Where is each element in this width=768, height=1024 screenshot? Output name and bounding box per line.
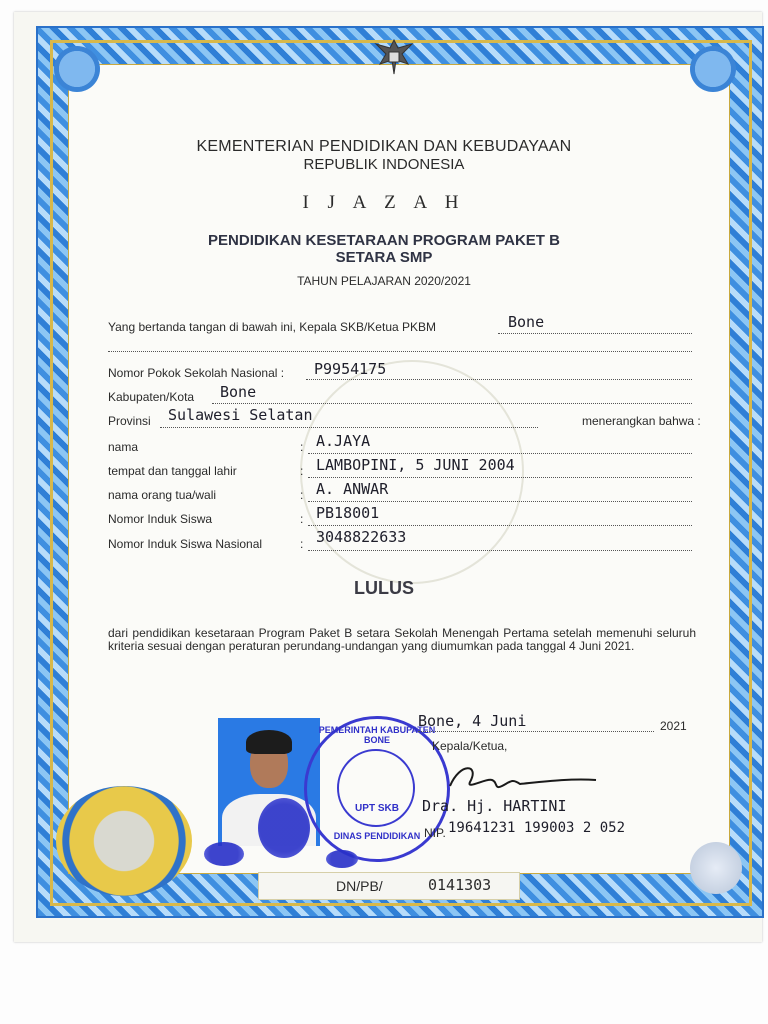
colon: : xyxy=(300,512,304,526)
colon: : xyxy=(300,440,304,454)
nis-label: Nomor Induk Siswa xyxy=(108,512,213,526)
corner-ornament-top-right xyxy=(690,46,736,92)
dotted-line xyxy=(308,477,692,478)
nis-value: PB18001 xyxy=(316,504,380,522)
ministry-title: KEMENTERIAN PENDIDIKAN DAN KEBUDAYAAN xyxy=(196,138,572,155)
dotted-line xyxy=(308,501,692,502)
stamp-bottom-text: DINAS PENDIDIKAN xyxy=(333,831,421,841)
provinsi-label: Provinsi xyxy=(108,414,151,428)
name-label: nama xyxy=(108,440,139,454)
dotted-line xyxy=(498,333,692,334)
birth-value: LAMBOPINI, 5 JUNI 2004 xyxy=(316,456,515,474)
dotted-line xyxy=(308,453,692,454)
birth-label: tempat dan tanggal lahir xyxy=(108,464,237,478)
parent-value: A. ANWAR xyxy=(316,480,389,498)
nisn-label: Nomor Induk Siswa Nasional xyxy=(108,537,263,551)
dotted-line xyxy=(308,550,692,551)
republic-title: REPUBLIK INDONESIA xyxy=(303,156,465,173)
kabupaten-label: Kabupaten/Kota xyxy=(108,390,195,404)
dotted-line xyxy=(108,351,692,352)
student-name: A.JAYA xyxy=(316,432,371,450)
garuda-emblem-icon xyxy=(368,34,420,82)
thumbprint xyxy=(326,850,358,868)
colon: : xyxy=(300,464,304,478)
serial-number: 0141303 xyxy=(428,876,492,894)
dotted-line xyxy=(418,731,654,732)
parent-label: nama orang tua/wali xyxy=(108,488,217,502)
nip-label: NIP. xyxy=(424,826,446,840)
hologram-sticker xyxy=(690,842,742,894)
colon: : xyxy=(300,488,304,502)
official-stamp xyxy=(304,716,450,862)
serial-prefix: DN/PB/ xyxy=(336,878,383,894)
provinsi-value: Sulawesi Selatan xyxy=(168,406,313,424)
colon: : xyxy=(300,537,304,551)
nip-value: 19641231 199003 2 052 xyxy=(448,820,626,836)
signature-year: 2021 xyxy=(660,719,687,733)
stamp-top-text: PEMERINTAH KABUPATEN BONE xyxy=(318,725,436,745)
signatory-name: Dra. Hj. HARTINI xyxy=(422,797,567,815)
gold-seal xyxy=(56,786,192,896)
kabupaten-value: Bone xyxy=(220,383,257,401)
corner-ornament-top-left xyxy=(54,46,100,92)
thumbprint xyxy=(204,842,244,866)
npsn-label: Nomor Pokok Sekolah Nasional : xyxy=(108,366,285,380)
dotted-line xyxy=(212,403,692,404)
result-paragraph: dari pendidikan kesetaraan Program Paket B setara Sekolah Menengah Pertama setelah memenuhi seluruh kriteria sesuai dengan peraturan perundang-undangan yang diumumkan pada tanggal 4 Juni 2021. xyxy=(108,626,696,653)
program-title-line2: SETARA SMP xyxy=(335,249,433,266)
document-title: I J A Z A H xyxy=(302,192,466,213)
school-year: TAHUN PELAJARAN 2020/2021 xyxy=(297,274,471,288)
states-label: menerangkan bahwa : xyxy=(582,414,701,428)
dotted-line xyxy=(160,427,538,428)
thumbprint xyxy=(258,798,310,858)
stamp-center-text: UPT SKB xyxy=(355,803,399,814)
dotted-line xyxy=(308,525,692,526)
program-title-line1: PENDIDIKAN KESETARAAN PROGRAM PAKET B xyxy=(208,232,560,249)
handwritten-signature xyxy=(440,758,600,798)
intro-value: Bone xyxy=(508,313,545,331)
place-date: Bone, 4 Juni xyxy=(418,712,527,730)
dotted-line xyxy=(306,379,692,380)
npsn-value: P9954175 xyxy=(314,360,387,378)
intro-label: Yang bertanda tangan di bawah ini, Kepala SKB/Ketua PKBM xyxy=(108,320,437,334)
nisn-value: 3048822633 xyxy=(316,528,407,546)
result-status: LULUS xyxy=(354,578,414,598)
signature-role: Kepala/Ketua, xyxy=(432,739,508,753)
